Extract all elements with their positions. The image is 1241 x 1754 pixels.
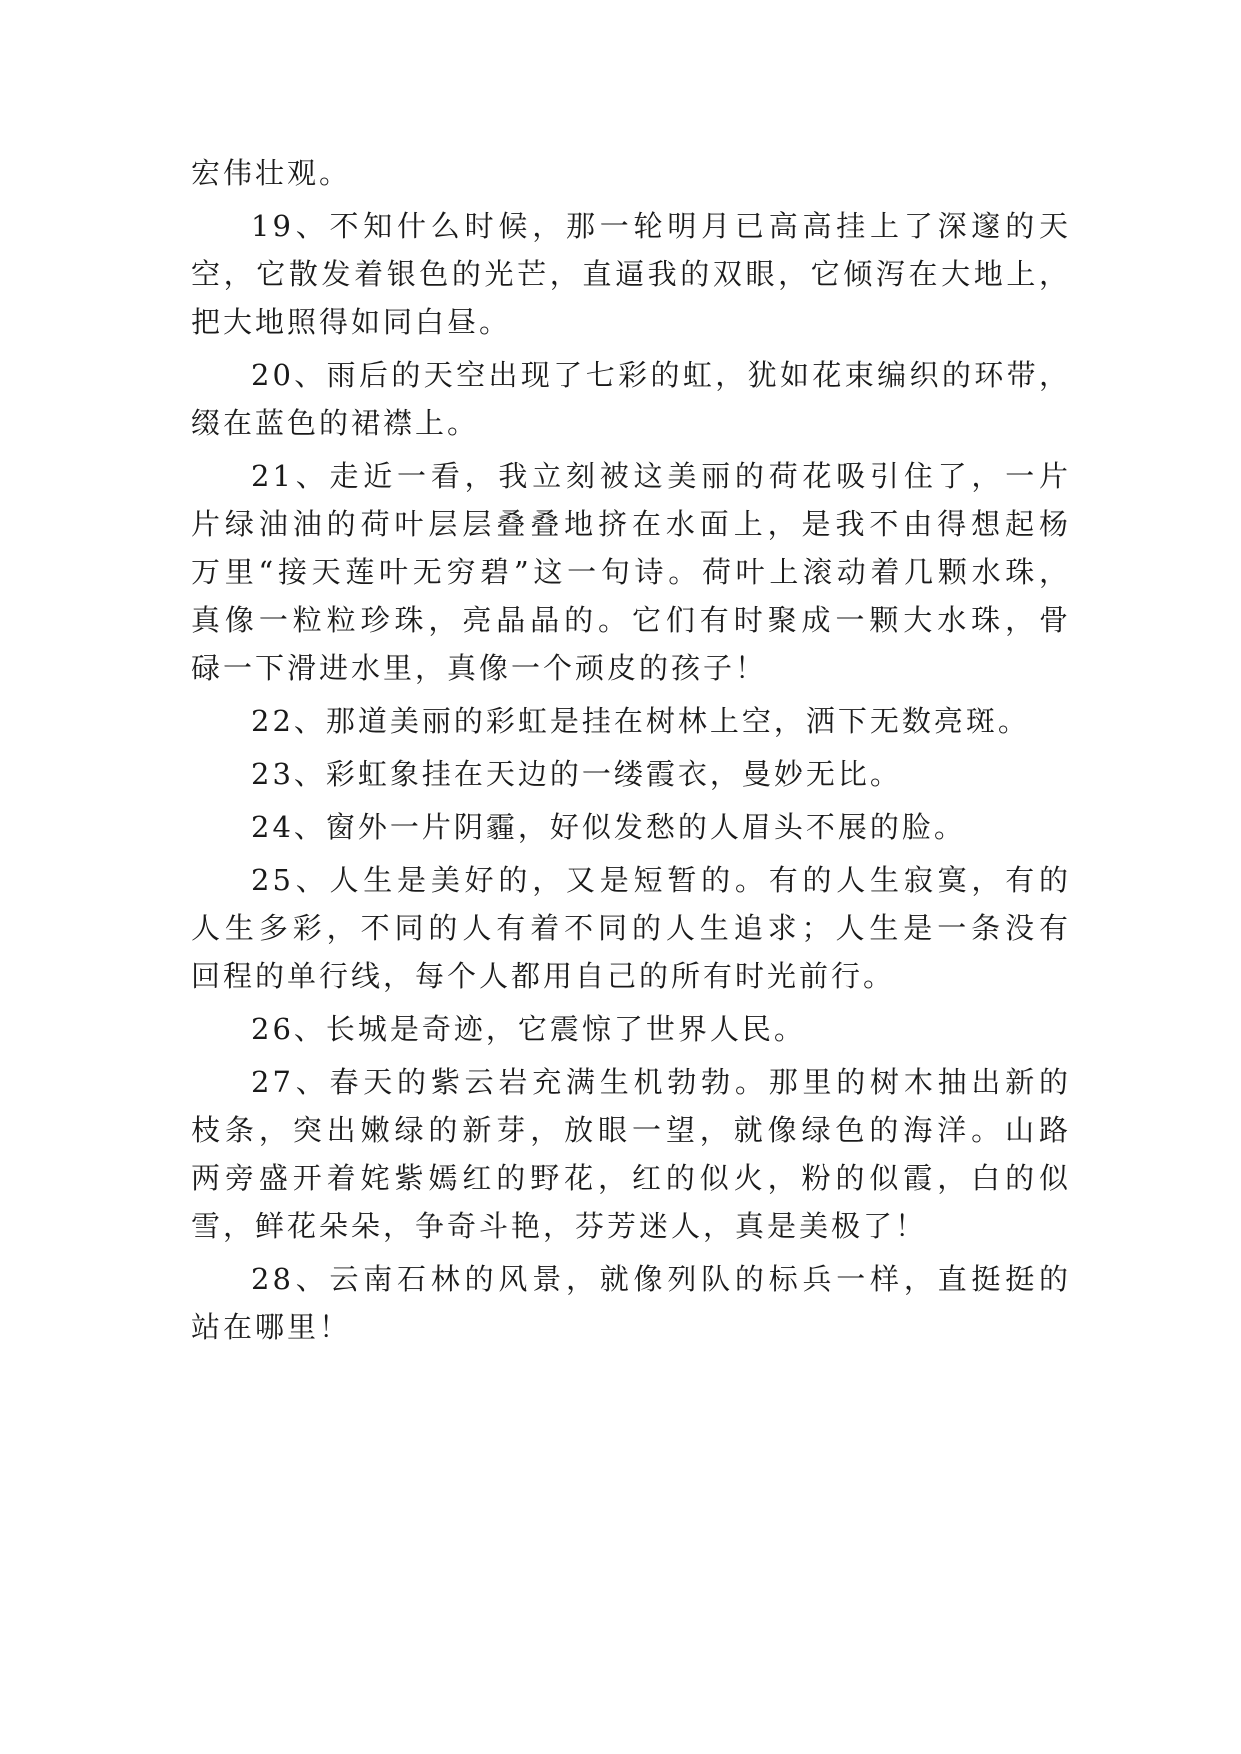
paragraph-27 <box>191 1058 1071 1250</box>
text-line: 真像一粒粒珍珠，亮晶晶的。它们有时聚成一颗大水珠，骨 <box>191 603 1071 637</box>
text-line: 25、人生是美好的，又是短暂的。有的人生寂寞，有的 <box>251 863 1071 897</box>
text-line: 28、云南石林的风景，就像列队的标兵一样，直挺挺的 <box>251 1262 1071 1296</box>
text-line: 26、长城是奇迹，它震惊了世界人民。 <box>251 1012 806 1046</box>
text-line: 缀在蓝色的裙襟上。 <box>191 406 480 440</box>
text-line: 24、窗外一片阴霾，好似发愁的人眉头不展的脸。 <box>251 810 966 844</box>
paragraph-21 <box>191 452 1071 692</box>
text-line: 22、那道美丽的彩虹是挂在树林上空，洒下无数亮斑。 <box>251 704 1030 738</box>
text-line: 万里“接天莲叶无穷碧”这一句诗。荷叶上滚动着几颗水珠， <box>191 555 1071 589</box>
text-line: 两旁盛开着姹紫嫣红的野花，红的似火，粉的似霞，白的似 <box>191 1161 1071 1195</box>
text-line: 19、不知什么时候，那一轮明月已高高挂上了深邃的天 <box>251 209 1071 243</box>
paragraph-20 <box>191 351 1071 447</box>
text-line: 回程的单行线，每个人都用自己的所有时光前行。 <box>191 959 896 993</box>
text-line: 雪，鲜花朵朵，争奇斗艳，芬芳迷人，真是美极了！ <box>191 1209 928 1243</box>
paragraph-19 <box>191 202 1071 346</box>
paragraph-24 <box>191 803 1071 851</box>
paragraph-25 <box>191 856 1071 1000</box>
text-line: 人生多彩，不同的人有着不同的人生追求；人生是一条没有 <box>191 911 1071 945</box>
paragraph-26 <box>191 1005 1071 1053</box>
text-line: 片绿油油的荷叶层层叠叠地挤在水面上，是我不由得想起杨 <box>191 507 1071 541</box>
text-line: 21、走近一看，我立刻被这美丽的荷花吸引住了，一片 <box>251 459 1071 493</box>
text-line: 把大地照得如同白昼。 <box>191 305 512 339</box>
text-line: 碌一下滑进水里，真像一个顽皮的孩子！ <box>191 651 768 685</box>
text-line: 23、彩虹象挂在天边的一缕霞衣，曼妙无比。 <box>251 757 902 791</box>
paragraph <box>191 149 1071 197</box>
text-line: 宏伟壮观。 <box>191 156 352 190</box>
text-line: 枝条，突出嫩绿的新芽，放眼一望，就像绿色的海洋。山路 <box>191 1113 1071 1147</box>
paragraph-22 <box>191 697 1071 745</box>
document-body <box>191 149 1071 1356</box>
paragraph-28 <box>191 1255 1071 1351</box>
text-line: 站在哪里！ <box>191 1310 352 1344</box>
paragraph-23 <box>191 750 1071 798</box>
text-line: 20、雨后的天空出现了七彩的虹，犹如花束编织的环带， <box>251 358 1071 392</box>
text-line: 27、春天的紫云岩充满生机勃勃。那里的树木抽出新的 <box>251 1065 1071 1099</box>
text-line: 空，它散发着银色的光芒，直逼我的双眼，它倾泻在大地上， <box>191 257 1071 291</box>
